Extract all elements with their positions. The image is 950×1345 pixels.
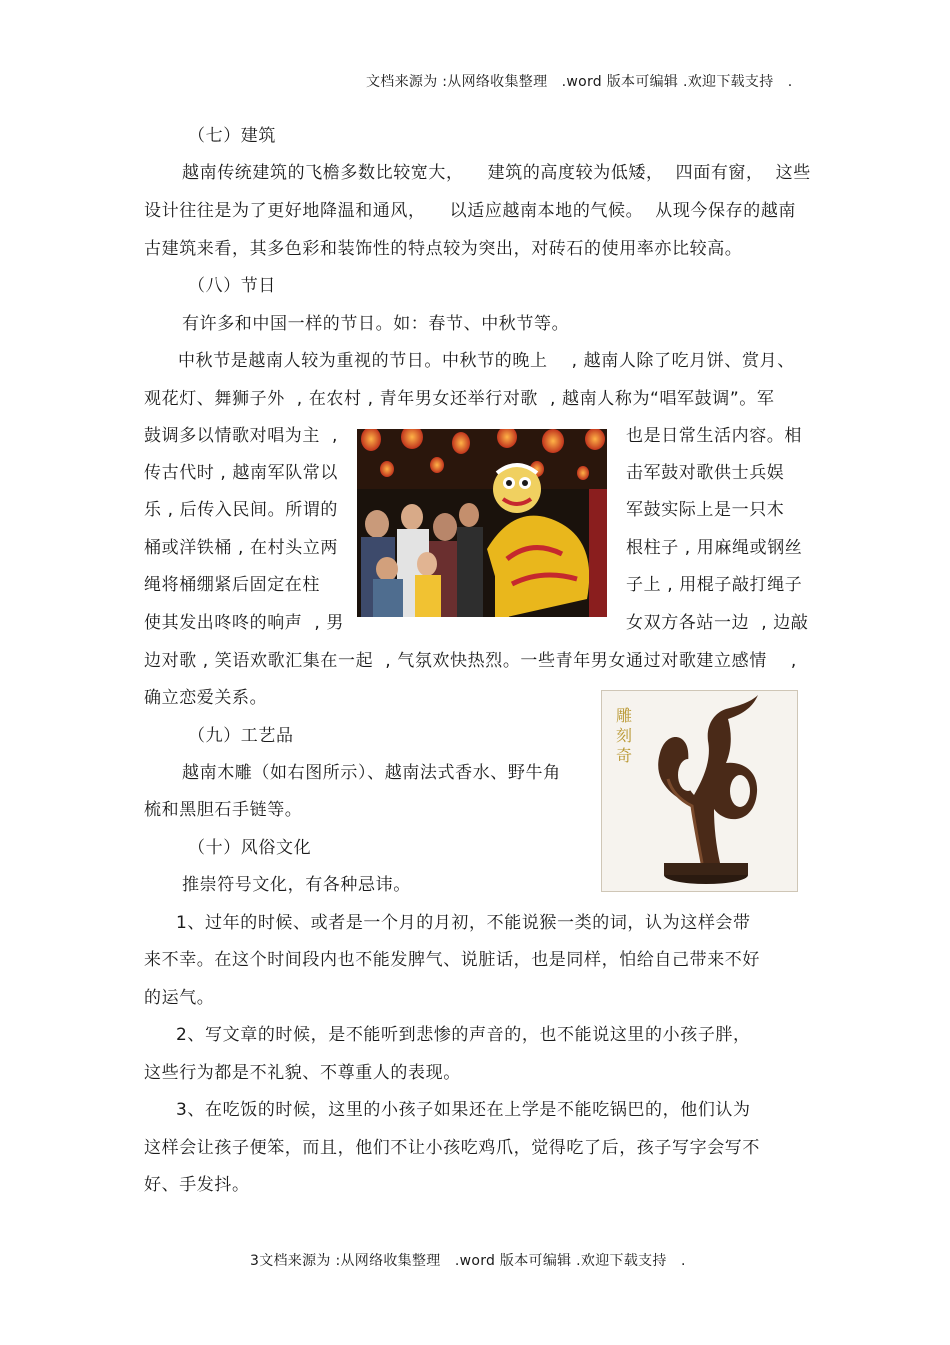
paragraph-line: 越南木雕（如右图所示）、越南法式香水、野牛角 — [182, 763, 561, 783]
wrap-line-right: 女双方各站一边 , 边敲 — [626, 613, 809, 633]
wrap-line-left: 乐 , 后传入民间。所谓的 — [144, 500, 339, 520]
page-header: 文档来源为 :从网络收集整理 .word 版本可编辑 .欢迎下载支持 . — [366, 74, 793, 90]
custom-item-line: 好、手发抖。 — [144, 1175, 250, 1195]
custom-item-line: 这样会让孩子便笨，而且，他们不让小孩吃鸡爪，觉得吃了后，孩子写字会写不 — [144, 1138, 760, 1158]
custom-item-line: 来不幸。在这个时间段内也不能发脾气、说脏话，也是同样，怕给自己带来不好 — [144, 950, 760, 970]
paragraph-line: 越南传统建筑的飞檐多数比较宽大， 建筑的高度较为低矮， 四面有窗， 这些 — [182, 163, 811, 183]
page-footer: 3文档来源为 :从网络收集整理 .word 版本可编辑 .欢迎下载支持 . — [250, 1253, 686, 1269]
paragraph-line: 确立恋爱关系。 — [144, 688, 268, 708]
wrap-line-right: 根柱子 , 用麻绳或钢丝 — [626, 538, 803, 558]
paragraph-line: 梳和黑胆石手链等。 — [144, 800, 303, 820]
wood-carving-photo — [601, 690, 798, 892]
paragraph-line: 设计往往是为了更好地降温和通风， 以适应越南本地的气候。 从现今保存的越南 — [144, 201, 797, 221]
carving-label: 雕 — [616, 706, 633, 725]
wrap-line-left: 传古代时 , 越南军队常以 — [144, 463, 339, 483]
wrap-line-right: 击军鼓对歌供士兵娱 — [626, 463, 785, 483]
section-heading-architecture: （七）建筑 — [188, 126, 276, 146]
custom-item-line: 这些行为都是不礼貌、不尊重人的表现。 — [144, 1063, 461, 1083]
svg-text:刻: 刻 — [616, 726, 633, 745]
paragraph-line: 中秋节是越南人较为重视的节日。中秋节的晚上 , 越南人除了吃月饼、赏月、 — [178, 351, 795, 371]
paragraph-line: 观花灯、舞狮子外 , 在农村 , 青年男女还举行对歌 , 越南人称为“唱军鼓调”。军 — [144, 389, 775, 409]
wrap-line-left: 桶或洋铁桶 , 在村头立两 — [144, 538, 339, 558]
lion-dance-photo — [357, 429, 607, 617]
lion-dance-illustration — [357, 429, 607, 617]
paragraph-line: 推崇符号文化，有各种忌讳。 — [182, 875, 411, 895]
custom-item-line: 3、在吃饭的时候，这里的小孩子如果还在上学是不能吃锅巴的，他们认为 — [176, 1100, 751, 1120]
wrap-line-left: 鼓调多以情歌对唱为主 , — [144, 426, 339, 446]
wrap-line-right: 子上 , 用棍子敲打绳子 — [626, 575, 803, 595]
wrap-line-right: 也是日常生活内容。相 — [626, 426, 802, 446]
wrap-line-right: 军鼓实际上是一只木 — [626, 500, 785, 520]
custom-item-line: 1、过年的时候、或者是一个月的月初，不能说猴一类的词，认为这样会带 — [176, 913, 751, 933]
paragraph-line: 有许多和中国一样的节日。如：春节、中秋节等。 — [182, 314, 570, 334]
section-heading-crafts: （九）工艺品 — [188, 726, 294, 746]
section-heading-festivals: （八）节日 — [188, 276, 276, 296]
custom-item-line: 的运气。 — [144, 988, 215, 1008]
paragraph-line: 边对歌 , 笑语欢歌汇集在一起 , 气氛欢快热烈。一些青年男女通过对歌建立感情 , — [144, 651, 797, 671]
wood-carving-illustration — [602, 691, 797, 891]
wrap-line-left: 使其发出咚咚的响声 , 男 — [144, 613, 345, 633]
svg-text:奇: 奇 — [616, 746, 633, 765]
wrap-line-left: 绳将桶绷紧后固定在柱 — [144, 575, 320, 595]
paragraph-line: 古建筑来看，其多色彩和装饰性的特点较为突出，对砖石的使用率亦比较高。 — [144, 239, 743, 259]
section-heading-customs: （十）风俗文化 — [188, 838, 312, 858]
custom-item-line: 2、写文章的时候，是不能听到悲惨的声音的，也不能说这里的小孩子胖， — [176, 1025, 751, 1045]
